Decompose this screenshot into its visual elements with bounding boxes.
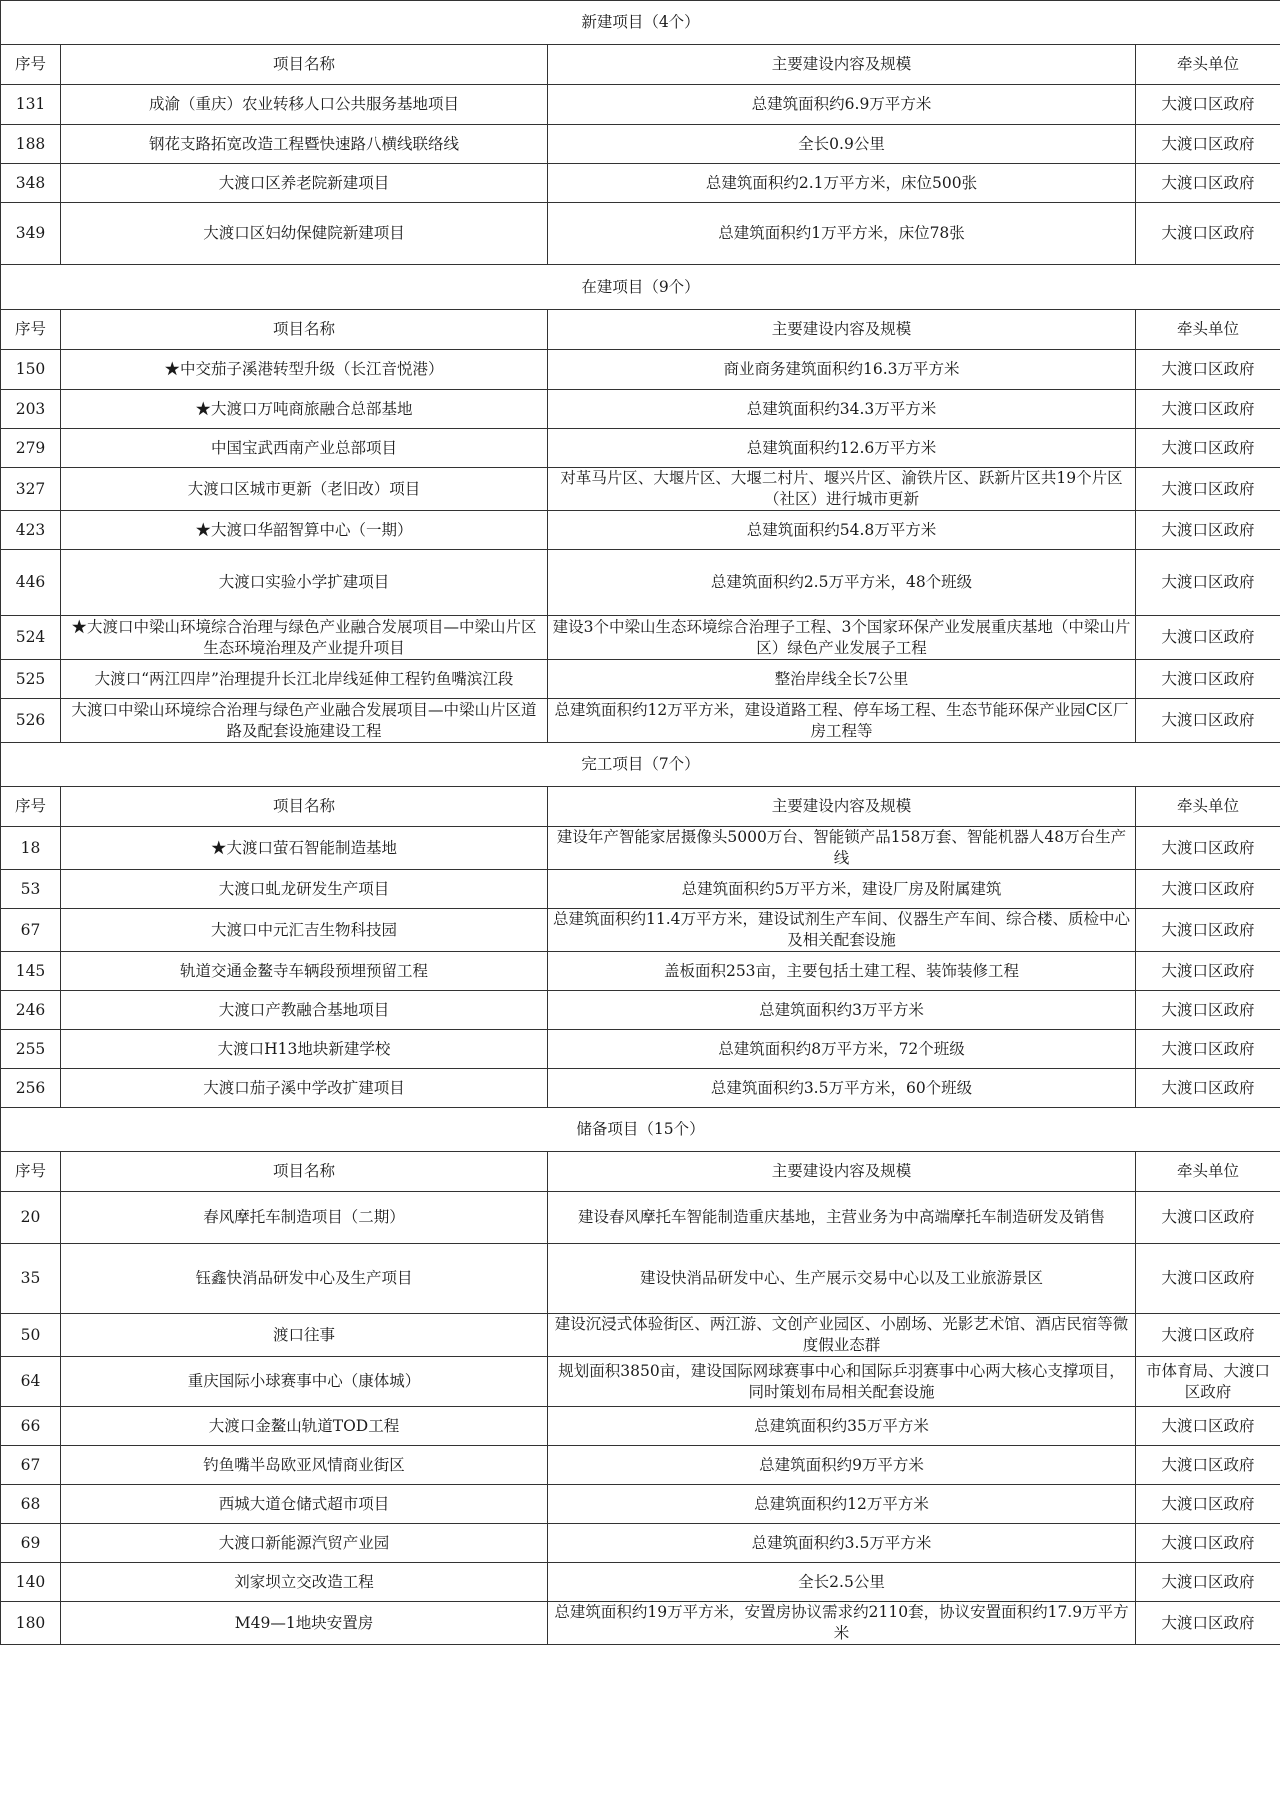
lead-unit: 大渡口区政府 <box>1136 390 1280 429</box>
row-number: 145 <box>1 952 61 991</box>
project-name: 大渡口实验小学扩建项目 <box>61 550 548 616</box>
lead-unit: 大渡口区政府 <box>1136 85 1280 125</box>
row-number: 150 <box>1 350 61 390</box>
row-number: 68 <box>1 1485 61 1524</box>
column-header: 主要建设内容及规模 <box>548 787 1136 827</box>
column-header: 牵头单位 <box>1136 1152 1280 1192</box>
project-scope: 总建筑面积约19万平方米，安置房协议需求约2110套，协议安置面积约17.9万平方米 <box>548 1602 1136 1645</box>
table-row <box>1 203 1280 265</box>
row-number: 525 <box>1 660 61 699</box>
row-number: 188 <box>1 125 61 164</box>
lead-unit: 大渡口区政府 <box>1136 164 1280 203</box>
project-name: 大渡口“两江四岸”治理提升长江北岸线延伸工程钓鱼嘴滨江段 <box>61 660 548 699</box>
project-name: 大渡口金鳌山轨道TOD工程 <box>61 1407 548 1446</box>
row-number: 203 <box>1 390 61 429</box>
row-number: 53 <box>1 870 61 909</box>
table-row <box>1 870 1280 909</box>
column-header: 牵头单位 <box>1136 310 1280 350</box>
project-scope: 建设3个中梁山生态环境综合治理子工程、3个国家环保产业发展重庆基地（中梁山片区）绿色产业发展子工程 <box>548 616 1136 660</box>
row-number: 246 <box>1 991 61 1030</box>
project-name: 轨道交通金鳌寺车辆段预埋预留工程 <box>61 952 548 991</box>
row-number: 50 <box>1 1314 61 1357</box>
row-number: 327 <box>1 468 61 511</box>
project-name: 大渡口产教融合基地项目 <box>61 991 548 1030</box>
project-name: 西城大道仓储式超市项目 <box>61 1485 548 1524</box>
lead-unit: 大渡口区政府 <box>1136 350 1280 390</box>
table-row <box>1 429 1280 468</box>
table-row <box>1 699 1280 743</box>
row-number: 348 <box>1 164 61 203</box>
row-number: 64 <box>1 1357 61 1407</box>
row-number: 349 <box>1 203 61 265</box>
section-title: 在建项目（9个） <box>1 265 1280 310</box>
project-name: 大渡口区城市更新（老旧改）项目 <box>61 468 548 511</box>
column-header: 牵头单位 <box>1136 787 1280 827</box>
section-title: 完工项目（7个） <box>1 743 1280 787</box>
table-row <box>1 1407 1280 1446</box>
project-scope: 建设年产智能家居摄像头5000万台、智能锁产品158万套、智能机器人48万台生产线 <box>548 827 1136 870</box>
project-scope: 全长2.5公里 <box>548 1563 1136 1602</box>
column-header: 主要建设内容及规模 <box>548 45 1136 85</box>
row-number: 446 <box>1 550 61 616</box>
project-name: 成渝（重庆）农业转移人口公共服务基地项目 <box>61 85 548 125</box>
lead-unit: 大渡口区政府 <box>1136 660 1280 699</box>
row-number: 526 <box>1 699 61 743</box>
project-scope: 建设春风摩托车智能制造重庆基地，主营业务为中高端摩托车制造研发及销售 <box>548 1192 1136 1244</box>
column-header: 主要建设内容及规模 <box>548 1152 1136 1192</box>
row-number: 180 <box>1 1602 61 1645</box>
row-number: 20 <box>1 1192 61 1244</box>
row-number: 67 <box>1 1446 61 1485</box>
lead-unit: 大渡口区政府 <box>1136 1069 1280 1108</box>
project-name: 大渡口虬龙研发生产项目 <box>61 870 548 909</box>
lead-unit: 大渡口区政府 <box>1136 1192 1280 1244</box>
lead-unit: 大渡口区政府 <box>1136 203 1280 265</box>
section-title-row <box>1 1108 1280 1152</box>
section-title-row <box>1 1 1280 45</box>
row-number: 35 <box>1 1244 61 1314</box>
project-name: 大渡口茄子溪中学改扩建项目 <box>61 1069 548 1108</box>
table-row <box>1 1524 1280 1563</box>
project-name: 钢花支路拓宽改造工程暨快速路八横线联络线 <box>61 125 548 164</box>
table-row <box>1 550 1280 616</box>
column-header: 序号 <box>1 45 61 85</box>
lead-unit: 大渡口区政府 <box>1136 1446 1280 1485</box>
lead-unit: 大渡口区政府 <box>1136 952 1280 991</box>
lead-unit: 大渡口区政府 <box>1136 827 1280 870</box>
column-header: 序号 <box>1 787 61 827</box>
project-name: 春风摩托车制造项目（二期） <box>61 1192 548 1244</box>
project-name: ★大渡口萤石智能制造基地 <box>61 827 548 870</box>
table-row <box>1 1069 1280 1108</box>
project-scope: 总建筑面积约2.5万平方米，48个班级 <box>548 550 1136 616</box>
table-row <box>1 909 1280 952</box>
table-row <box>1 350 1280 390</box>
project-scope: 总建筑面积约34.3万平方米 <box>548 390 1136 429</box>
table-row <box>1 1602 1280 1645</box>
project-name: 大渡口H13地块新建学校 <box>61 1030 548 1069</box>
table-row <box>1 1314 1280 1357</box>
lead-unit: 大渡口区政府 <box>1136 1314 1280 1357</box>
project-scope: 建设沉浸式体验街区、两江游、文创产业园区、小剧场、光影艺术馆、酒店民宿等微度假业态群 <box>548 1314 1136 1357</box>
table-row <box>1 952 1280 991</box>
table-row <box>1 1563 1280 1602</box>
lead-unit: 市体育局、大渡口区政府 <box>1136 1357 1280 1407</box>
row-number: 423 <box>1 511 61 550</box>
row-number: 524 <box>1 616 61 660</box>
column-header: 项目名称 <box>61 45 548 85</box>
table-row <box>1 468 1280 511</box>
section-title: 储备项目（15个） <box>1 1108 1280 1152</box>
project-name: 中国宝武西南产业总部项目 <box>61 429 548 468</box>
column-header: 主要建设内容及规模 <box>548 310 1136 350</box>
project-scope: 总建筑面积约6.9万平方米 <box>548 85 1136 125</box>
project-scope: 商业商务建筑面积约16.3万平方米 <box>548 350 1136 390</box>
project-scope: 总建筑面积约12.6万平方米 <box>548 429 1136 468</box>
lead-unit: 大渡口区政府 <box>1136 468 1280 511</box>
project-scope: 建设快消品研发中心、生产展示交易中心以及工业旅游景区 <box>548 1244 1136 1314</box>
project-scope: 总建筑面积约3万平方米 <box>548 991 1136 1030</box>
lead-unit: 大渡口区政府 <box>1136 1602 1280 1645</box>
header-row <box>1 1152 1280 1192</box>
project-name: ★大渡口华韶智算中心（一期） <box>61 511 548 550</box>
table-row <box>1 390 1280 429</box>
table-row <box>1 1192 1280 1244</box>
lead-unit: 大渡口区政府 <box>1136 991 1280 1030</box>
lead-unit: 大渡口区政府 <box>1136 125 1280 164</box>
row-number: 66 <box>1 1407 61 1446</box>
row-number: 255 <box>1 1030 61 1069</box>
column-header: 项目名称 <box>61 1152 548 1192</box>
row-number: 140 <box>1 1563 61 1602</box>
project-name: 大渡口中梁山环境综合治理与绿色产业融合发展项目—中梁山片区道路及配套设施建设工程 <box>61 699 548 743</box>
lead-unit: 大渡口区政府 <box>1136 1244 1280 1314</box>
lead-unit: 大渡口区政府 <box>1136 1407 1280 1446</box>
row-number: 279 <box>1 429 61 468</box>
header-row <box>1 787 1280 827</box>
lead-unit: 大渡口区政府 <box>1136 909 1280 952</box>
project-scope: 总建筑面积约1万平方米，床位78张 <box>548 203 1136 265</box>
project-name: 钓鱼嘴半岛欧亚风情商业街区 <box>61 1446 548 1485</box>
row-number: 256 <box>1 1069 61 1108</box>
column-header: 序号 <box>1 310 61 350</box>
lead-unit: 大渡口区政府 <box>1136 616 1280 660</box>
table-row <box>1 660 1280 699</box>
lead-unit: 大渡口区政府 <box>1136 1485 1280 1524</box>
table-row <box>1 125 1280 164</box>
row-number: 131 <box>1 85 61 125</box>
project-scope: 总建筑面积约12万平方米 <box>548 1485 1136 1524</box>
lead-unit: 大渡口区政府 <box>1136 1524 1280 1563</box>
project-scope: 总建筑面积约5万平方米，建设厂房及附属建筑 <box>548 870 1136 909</box>
table-row <box>1 827 1280 870</box>
column-header: 项目名称 <box>61 310 548 350</box>
lead-unit: 大渡口区政府 <box>1136 1030 1280 1069</box>
row-number: 69 <box>1 1524 61 1563</box>
project-scope: 总建筑面积约3.5万平方米，60个班级 <box>548 1069 1136 1108</box>
project-scope: 规划面积3850亩，建设国际网球赛事中心和国际乒羽赛事中心两大核心支撑项目，同时策划布局相关配套设施 <box>548 1357 1136 1407</box>
table-row <box>1 164 1280 203</box>
project-name: ★大渡口万吨商旅融合总部基地 <box>61 390 548 429</box>
lead-unit: 大渡口区政府 <box>1136 870 1280 909</box>
lead-unit: 大渡口区政府 <box>1136 511 1280 550</box>
column-header: 牵头单位 <box>1136 45 1280 85</box>
project-scope: 盖板面积253亩，主要包括土建工程、装饰装修工程 <box>548 952 1136 991</box>
project-name: 刘家坝立交改造工程 <box>61 1563 548 1602</box>
table-row <box>1 1357 1280 1407</box>
project-name: 重庆国际小球赛事中心（康体城） <box>61 1357 548 1407</box>
project-scope: 总建筑面积约2.1万平方米，床位500张 <box>548 164 1136 203</box>
project-name: 钰鑫快消品研发中心及生产项目 <box>61 1244 548 1314</box>
section-title: 新建项目（4个） <box>1 1 1280 45</box>
table-row <box>1 991 1280 1030</box>
project-scope: 总建筑面积约9万平方米 <box>548 1446 1136 1485</box>
project-name: ★中交茄子溪港转型升级（长江音悦港） <box>61 350 548 390</box>
project-scope: 总建筑面积约12万平方米，建设道路工程、停车场工程、生态节能环保产业园C区厂房工程等 <box>548 699 1136 743</box>
lead-unit: 大渡口区政府 <box>1136 1563 1280 1602</box>
project-scope: 整治岸线全长7公里 <box>548 660 1136 699</box>
table-row <box>1 1446 1280 1485</box>
project-scope: 对革马片区、大堰片区、大堰二村片、堰兴片区、渝铁片区、跃新片区共19个片区（社区）进行城市更新 <box>548 468 1136 511</box>
section-title-row <box>1 743 1280 787</box>
project-name: 大渡口新能源汽贸产业园 <box>61 1524 548 1563</box>
lead-unit: 大渡口区政府 <box>1136 699 1280 743</box>
project-name: 大渡口中元汇吉生物科技园 <box>61 909 548 952</box>
header-row <box>1 310 1280 350</box>
table-row <box>1 1244 1280 1314</box>
lead-unit: 大渡口区政府 <box>1136 550 1280 616</box>
row-number: 67 <box>1 909 61 952</box>
project-scope: 总建筑面积约11.4万平方米，建设试剂生产车间、仪器生产车间、综合楼、质检中心及相关配套设施 <box>548 909 1136 952</box>
project-scope: 总建筑面积约3.5万平方米 <box>548 1524 1136 1563</box>
project-name: M49—1地块安置房 <box>61 1602 548 1645</box>
project-name: 大渡口区养老院新建项目 <box>61 164 548 203</box>
project-scope: 总建筑面积约35万平方米 <box>548 1407 1136 1446</box>
project-scope: 总建筑面积约54.8万平方米 <box>548 511 1136 550</box>
project-scope: 全长0.9公里 <box>548 125 1136 164</box>
header-row <box>1 45 1280 85</box>
lead-unit: 大渡口区政府 <box>1136 429 1280 468</box>
table-row <box>1 1485 1280 1524</box>
project-name: 大渡口区妇幼保健院新建项目 <box>61 203 548 265</box>
table-row <box>1 85 1280 125</box>
section-title-row <box>1 265 1280 310</box>
project-name: ★大渡口中梁山环境综合治理与绿色产业融合发展项目—中梁山片区生态环境治理及产业提升项目 <box>61 616 548 660</box>
table-row <box>1 1030 1280 1069</box>
column-header: 项目名称 <box>61 787 548 827</box>
row-number: 18 <box>1 827 61 870</box>
column-header: 序号 <box>1 1152 61 1192</box>
table-row <box>1 511 1280 550</box>
project-scope: 总建筑面积约8万平方米，72个班级 <box>548 1030 1136 1069</box>
project-name: 渡口往事 <box>61 1314 548 1357</box>
table-row <box>1 616 1280 660</box>
